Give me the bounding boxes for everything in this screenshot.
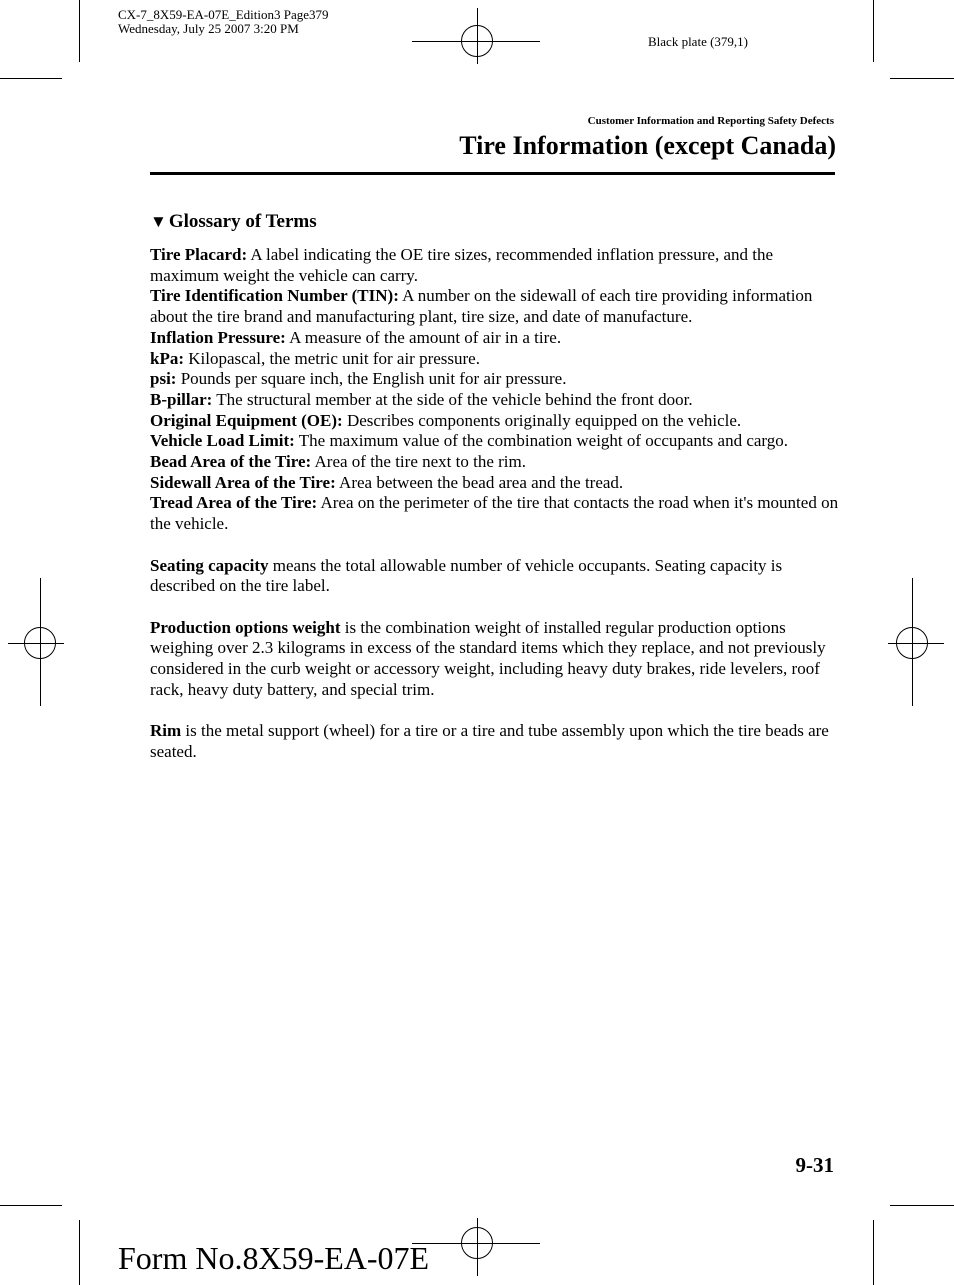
print-metadata [118, 8, 329, 36]
term-definition: A label indicating the OE tire sizes, recommended inflation pressure, and the maximum weight the vehicle can carry. [150, 245, 774, 285]
term-definition: is the metal support (wheel) for a tire or a tire and tube assembly upon which the tire beads are seated. [150, 721, 829, 761]
title-rule [150, 172, 835, 175]
glossary-entry [150, 473, 840, 494]
term-label: Tire Placard: [150, 245, 248, 264]
term-label: Tread Area of the Tire: [150, 493, 318, 513]
glossary-body [150, 245, 840, 763]
term-definition: Area of the tire next to the rim. [311, 452, 526, 472]
definition-paragraph [150, 618, 840, 701]
print-file-info: CX-7_8X59-EA-07E_Edition3 Page379 [118, 7, 329, 22]
term-label: Rim [150, 721, 182, 741]
page-title: Tire Information (except Canada) [459, 131, 836, 160]
definition-paragraph [150, 721, 840, 762]
page-number: 9-31 [795, 1153, 834, 1177]
term-definition: means the total allowable number of vehicle occupants. Seating capacity is described on the tire label. [150, 555, 783, 596]
triangle-marker-icon: ▼ [150, 212, 167, 231]
term-label: Vehicle Load Limit: [150, 431, 295, 451]
term-label: Original Equipment (OE): [150, 410, 343, 430]
term-label: Production options weight [150, 617, 341, 637]
term-definition: The structural member at the side of the vehicle behind the front door. [212, 389, 693, 409]
term-label: B-pillar: [150, 389, 213, 409]
glossary-entry [150, 349, 840, 370]
glossary-entry [150, 411, 840, 432]
form-number: Form No.8X59-EA-07E [118, 1240, 430, 1276]
term-definition: Area on the perimeter of the tire that contacts the road when it's mounted on the vehicle. [150, 493, 839, 534]
print-timestamp: Wednesday, July 25 2007 3:20 PM [118, 21, 299, 36]
glossary-heading [150, 211, 317, 233]
glossary-entry [150, 328, 840, 349]
glossary-entry [150, 369, 840, 390]
term-label: psi: [150, 369, 177, 389]
term-definition: A number on the sidewall of each tire providing information about the tire brand and manufacturing plant, tire size, and date of manufacture. [150, 286, 813, 327]
glossary-entry [150, 452, 840, 473]
term-label: Inflation Pressure: [150, 327, 286, 347]
term-definition: A measure of the amount of air in a tire. [285, 327, 562, 347]
glossary-heading-text: Glossary of Terms [168, 211, 317, 232]
term-label: Seating capacity [150, 555, 269, 575]
glossary-entry [150, 431, 840, 452]
term-definition: Describes components originally equipped on the vehicle. [342, 410, 742, 430]
term-label: Tire Identification Number (TIN): [150, 286, 399, 306]
term-label: Sidewall Area of the Tire: [150, 472, 336, 492]
term-definition: Kilopascal, the metric unit for air pressure. [184, 348, 480, 368]
section-header: Customer Information and Reporting Safety Defects [587, 115, 834, 127]
term-definition: is the combination weight of installed regular production options weighing over 2.3 kilograms in excess of the standard items which they replace, and not previously considered in the curb weight or accessory weight, including heavy duty brakes, ride levelers, roof rack, heavy duty battery, and special trim. [150, 617, 826, 699]
plate-label: Black plate (379,1) [648, 34, 748, 49]
term-label: kPa: [150, 348, 184, 368]
glossary-entry [150, 245, 840, 286]
term-definition: The maximum value of the combination weight of occupants and cargo. [294, 431, 789, 451]
glossary-entry [150, 390, 840, 411]
term-definition: Pounds per square inch, the English unit for air pressure. [176, 369, 567, 389]
glossary-entry [150, 493, 840, 534]
glossary-entry [150, 286, 840, 327]
term-label: Bead Area of the Tire: [150, 452, 312, 472]
term-definition: Area between the bead area and the tread. [335, 472, 624, 492]
definition-paragraph [150, 556, 840, 597]
